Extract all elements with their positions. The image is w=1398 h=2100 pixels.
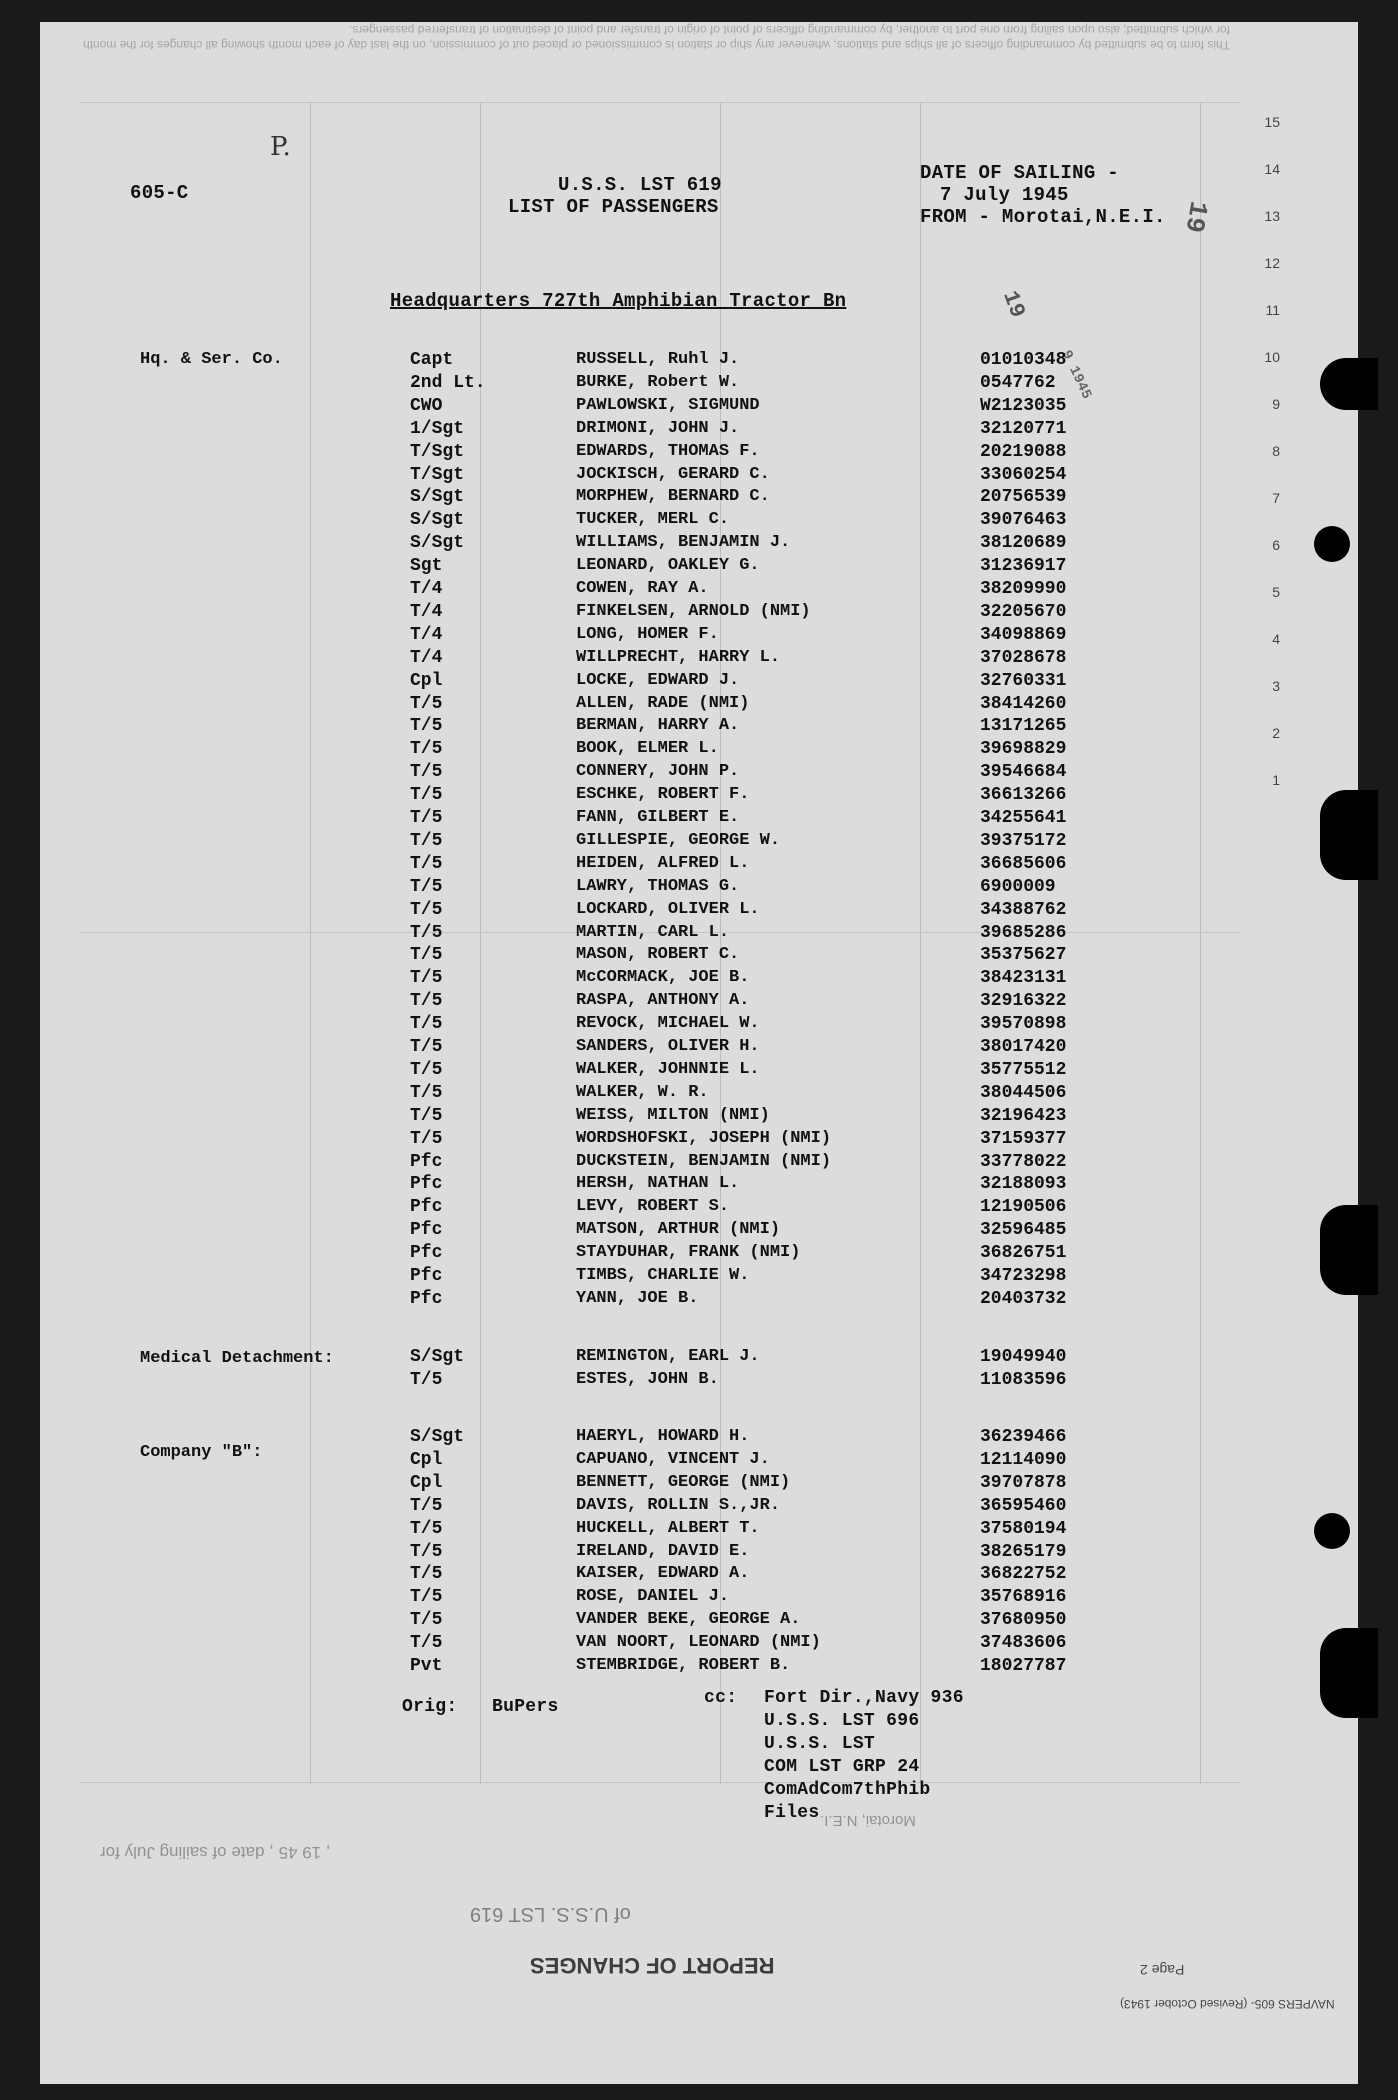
passenger-row — [40, 808, 1240, 831]
passenger-grade: T/5 — [410, 922, 443, 943]
passenger-serial: 38423131 — [980, 968, 1067, 989]
passenger-name: MARTIN, CARL L. — [576, 922, 730, 942]
passenger-row — [40, 1174, 1240, 1197]
passenger-name: DAVIS, ROLLIN S.,JR. — [576, 1495, 781, 1515]
passenger-name: MATSON, ARTHUR (NMI) — [576, 1220, 781, 1240]
passenger-grade: T/5 — [410, 968, 443, 989]
passenger-name: FINKELSEN, ARNOLD (NMI) — [576, 601, 811, 621]
passenger-name: WALKER, W. R. — [576, 1082, 709, 1102]
passenger-row — [40, 1473, 1240, 1496]
passenger-name: ROSE, DANIEL J. — [576, 1587, 730, 1607]
passenger-name: MORPHEW, BERNARD C. — [576, 487, 770, 507]
line-number: 3 — [1272, 678, 1280, 694]
passenger-serial: 39707878 — [980, 1472, 1067, 1493]
passenger-grade: T/5 — [410, 876, 443, 897]
passenger-row — [40, 1037, 1240, 1060]
passenger-grade: Pfc — [410, 1243, 443, 1264]
passenger-grade: T/5 — [410, 762, 443, 783]
passenger-grade: Sgt — [410, 556, 443, 577]
passenger-serial: 35375627 — [980, 945, 1067, 966]
passenger-row — [40, 579, 1240, 602]
passenger-serial: 33778022 — [980, 1151, 1067, 1172]
passenger-name: FANN, GILBERT E. — [576, 808, 740, 827]
passenger-row — [40, 373, 1240, 396]
passenger-serial: 18027787 — [980, 1656, 1067, 1676]
report-title: REPORT OF CHANGES — [530, 1953, 775, 1978]
passenger-row — [40, 510, 1240, 533]
passenger-serial: 12114090 — [980, 1449, 1067, 1470]
passenger-row — [40, 716, 1240, 739]
passenger-row — [40, 854, 1240, 877]
cc-entry: Files — [764, 1803, 820, 1823]
passenger-grade: T/5 — [410, 853, 443, 874]
sailing-from: FROM - Morotai,N.E.I. — [920, 206, 1166, 228]
passenger-row — [40, 1266, 1240, 1289]
passenger-serial: 36613266 — [980, 785, 1067, 806]
passenger-serial: 0547762 — [980, 372, 1056, 393]
passenger-serial: 20219088 — [980, 441, 1067, 462]
passenger-name: TIMBS, CHARLIE W. — [576, 1266, 750, 1285]
pencil-mark: P. — [270, 132, 292, 162]
passenger-grade: T/Sgt — [410, 441, 465, 462]
passenger-name: WILLPRECHT, HARRY L. — [576, 647, 781, 667]
passenger-grade: T/5 — [410, 1369, 443, 1390]
passenger-name: BENNETT, GEORGE (NMI) — [576, 1472, 791, 1492]
passenger-name: LOCKE, EDWARD J. — [576, 670, 740, 690]
form-id: NAVPERS 605- (Revised October 1943) — [1120, 1997, 1335, 2011]
page-number-label: Page 2 — [1140, 1962, 1185, 1978]
passenger-row — [40, 1014, 1240, 1037]
passenger-row — [40, 625, 1240, 648]
passenger-name: STAYDUHAR, FRANK (NMI) — [576, 1243, 801, 1263]
unit-label: Hq. & Ser. Co. — [140, 350, 283, 369]
passenger-serial: 37680950 — [980, 1610, 1067, 1631]
passenger-serial: 36595460 — [980, 1495, 1067, 1516]
document-page — [40, 22, 1358, 2084]
passenger-grade: Cpl — [410, 1472, 443, 1493]
sailing-label: DATE OF SAILING - — [920, 162, 1119, 184]
passenger-row — [40, 694, 1240, 717]
passenger-name: ESTES, JOHN B. — [576, 1369, 719, 1389]
passenger-name: TUCKER, MERL C. — [576, 510, 730, 530]
sailing-date: 7 July 1945 — [940, 184, 1069, 206]
passenger-grade: Cpl — [410, 1449, 443, 1470]
passenger-name: KAISER, EDWARD A. — [576, 1564, 750, 1584]
cc-entry: COM LST GRP 24 — [764, 1757, 920, 1777]
passenger-serial: 13171265 — [980, 716, 1067, 737]
passenger-grade: T/4 — [410, 647, 443, 668]
passenger-name: COWEN, RAY A. — [576, 579, 709, 598]
passenger-grade: 2nd Lt. — [410, 372, 486, 393]
passenger-row — [40, 1542, 1240, 1565]
passenger-serial: 37580194 — [980, 1518, 1067, 1539]
passenger-serial: 39570898 — [980, 1014, 1067, 1035]
passenger-row — [40, 923, 1240, 946]
passenger-name: HUCKELL, ALBERT T. — [576, 1518, 760, 1538]
passenger-serial: 32120771 — [980, 418, 1067, 439]
passenger-row — [40, 785, 1240, 808]
line-number: 2 — [1272, 725, 1280, 741]
line-number: 14 — [1264, 161, 1280, 177]
passenger-row — [40, 533, 1240, 556]
passenger-grade: T/5 — [410, 1518, 443, 1539]
passenger-serial: 35768916 — [980, 1587, 1067, 1608]
line-number: 11 — [1265, 302, 1280, 318]
passenger-serial: 36685606 — [980, 853, 1067, 874]
passenger-row — [40, 1519, 1240, 1542]
passenger-serial: 32916322 — [980, 991, 1067, 1012]
received-stamp-date: 9 1945 — [1057, 347, 1095, 403]
passenger-serial: 37159377 — [980, 1128, 1067, 1149]
passenger-grade: Pfc — [410, 1288, 443, 1309]
passenger-grade: Pfc — [410, 1197, 443, 1218]
passenger-grade: T/5 — [410, 899, 443, 920]
passenger-grade: T/4 — [410, 601, 443, 622]
passenger-row — [40, 1587, 1240, 1610]
passenger-row — [40, 350, 1240, 373]
orig-value: BuPers — [492, 1697, 559, 1717]
passenger-serial: 34388762 — [980, 899, 1067, 920]
passenger-name: LEVY, ROBERT S. — [576, 1197, 730, 1217]
binder-hole — [1320, 790, 1378, 880]
passenger-grade: T/Sgt — [410, 464, 465, 485]
passenger-name: LAWRY, THOMAS G. — [576, 876, 740, 896]
passenger-name: EDWARDS, THOMAS F. — [576, 441, 760, 461]
passenger-name: MASON, ROBERT C. — [576, 945, 740, 965]
passenger-serial: 38209990 — [980, 579, 1067, 599]
passenger-row — [40, 1564, 1240, 1587]
passenger-name: CAPUANO, VINCENT J. — [576, 1449, 770, 1469]
passenger-row — [40, 1610, 1240, 1633]
passenger-grade: T/5 — [410, 1037, 443, 1057]
passenger-grade: T/5 — [410, 1014, 443, 1035]
passenger-grade: T/5 — [410, 1587, 443, 1608]
passenger-serial: 38265179 — [980, 1541, 1067, 1562]
passenger-row — [40, 1633, 1240, 1656]
passenger-name: SANDERS, OLIVER H. — [576, 1037, 760, 1056]
passenger-serial: 39698829 — [980, 739, 1067, 760]
binder-hole — [1314, 1513, 1350, 1549]
passenger-row — [40, 1060, 1240, 1083]
passenger-name: WEISS, MILTON (NMI) — [576, 1105, 770, 1125]
passenger-serial: 36239466 — [980, 1427, 1067, 1447]
passenger-row — [40, 945, 1240, 968]
passenger-serial: 39375172 — [980, 830, 1067, 851]
passenger-serial: 34723298 — [980, 1266, 1067, 1286]
passenger-grade: Pfc — [410, 1266, 443, 1286]
passenger-name: IRELAND, DAVID E. — [576, 1541, 750, 1561]
binder-hole — [1320, 358, 1378, 410]
passenger-serial: 35775512 — [980, 1059, 1067, 1080]
passenger-name: YANN, JOE B. — [576, 1288, 699, 1308]
passenger-name: LOCKARD, OLIVER L. — [576, 899, 760, 919]
passenger-grade: T/5 — [410, 739, 443, 760]
form-number: 605-C — [130, 182, 189, 204]
line-number: 10 — [1264, 349, 1280, 365]
passenger-row — [40, 1129, 1240, 1152]
passenger-row — [40, 1197, 1240, 1220]
passenger-grade: T/5 — [410, 1610, 443, 1631]
passenger-grade: T/4 — [410, 579, 443, 599]
passenger-name: ALLEN, RADE (NMI) — [576, 693, 750, 713]
received-stamp: 19 — [997, 287, 1030, 322]
passenger-grade: S/Sgt — [410, 1347, 465, 1367]
passenger-grade: T/5 — [410, 1082, 443, 1103]
unit-heading: Headquarters 727th Amphibian Tractor Bn — [390, 290, 847, 312]
cc-label: cc: — [704, 1688, 738, 1708]
passenger-name: RUSSELL, Ruhl J. — [576, 350, 740, 369]
passenger-grade: CWO — [410, 395, 443, 416]
unit-label: Company "B": — [140, 1443, 263, 1462]
passenger-serial: 19049940 — [980, 1347, 1067, 1367]
passenger-row — [40, 602, 1240, 625]
cc-entry: Fort Dir.,Navy 936 — [764, 1688, 964, 1708]
passenger-serial: 34255641 — [980, 808, 1067, 828]
passenger-name: PAWLOWSKI, SIGMUND — [576, 395, 760, 415]
orig-label: Orig: — [402, 1697, 458, 1717]
passenger-serial: 11083596 — [980, 1369, 1067, 1390]
passenger-name: DRIMONI, JOHN J. — [576, 418, 740, 438]
passenger-serial: 32760331 — [980, 670, 1067, 691]
passenger-name: STEMBRIDGE, ROBERT B. — [576, 1656, 791, 1675]
passenger-serial: 33060254 — [980, 464, 1067, 485]
passenger-grade: T/4 — [410, 624, 443, 645]
passenger-name: BURKE, Robert W. — [576, 372, 740, 392]
passenger-row — [40, 1243, 1240, 1266]
passenger-serial: 32205670 — [980, 601, 1067, 622]
form-grid-line — [80, 1782, 1240, 1783]
passenger-grade: T/5 — [410, 1059, 443, 1080]
line-number: 9 — [1272, 396, 1280, 412]
passenger-serial: 39076463 — [980, 510, 1067, 531]
passenger-serial: 38120689 — [980, 533, 1067, 554]
passenger-name: JOCKISCH, GERARD C. — [576, 464, 770, 484]
passenger-grade: T/5 — [410, 716, 443, 737]
passenger-name: VAN NOORT, LEONARD (NMI) — [576, 1633, 821, 1653]
cc-entry: U.S.S. LST 696 — [764, 1711, 920, 1731]
passenger-grade: Pvt — [410, 1656, 443, 1676]
passenger-serial: 39546684 — [980, 762, 1067, 783]
passenger-grade: T/5 — [410, 1105, 443, 1126]
passenger-serial: 38044506 — [980, 1082, 1067, 1103]
line-number: 8 — [1272, 443, 1280, 459]
passenger-row — [40, 900, 1240, 923]
passenger-grade: Pfc — [410, 1151, 443, 1172]
passenger-grade: T/5 — [410, 785, 443, 806]
passenger-row — [40, 1496, 1240, 1519]
passenger-row — [40, 1152, 1240, 1175]
line-number: 1 — [1272, 772, 1280, 788]
passenger-serial: 32188093 — [980, 1174, 1067, 1195]
line-number: 15 — [1264, 114, 1280, 130]
passenger-name: DUCKSTEIN, BENJAMIN (NMI) — [576, 1151, 832, 1171]
passenger-serial: 32596485 — [980, 1220, 1067, 1241]
passenger-grade: S/Sgt — [410, 487, 465, 508]
passenger-name: ESCHKE, ROBERT F. — [576, 785, 750, 805]
passenger-grade: T/5 — [410, 1633, 443, 1654]
passenger-name: REMINGTON, EARL J. — [576, 1347, 760, 1366]
passenger-name: WORDSHOFSKI, JOSEPH (NMI) — [576, 1128, 832, 1148]
passenger-row — [40, 1220, 1240, 1243]
passenger-serial: 38017420 — [980, 1037, 1067, 1057]
cc-entry: ComAdCom7thPhib — [764, 1780, 931, 1800]
passenger-serial: 20756539 — [980, 487, 1067, 508]
passenger-serial: 37028678 — [980, 647, 1067, 668]
passenger-row — [40, 1106, 1240, 1129]
passenger-grade: S/Sgt — [410, 1427, 465, 1447]
passenger-row — [40, 1083, 1240, 1106]
passenger-grade: S/Sgt — [410, 510, 465, 531]
line-number: 12 — [1264, 255, 1280, 271]
passenger-serial: 36822752 — [980, 1564, 1067, 1585]
passenger-row — [40, 671, 1240, 694]
passenger-grade: T/5 — [410, 1128, 443, 1149]
passenger-row — [40, 1347, 1240, 1370]
line-number: 13 — [1264, 208, 1280, 224]
binder-hole — [1320, 1205, 1378, 1295]
passenger-name: GILLESPIE, GEORGE W. — [576, 830, 781, 850]
date-of-sailing-line: , 19 45 , date of sailing July for — [100, 1843, 331, 1862]
passenger-serial: 01010348 — [980, 350, 1067, 370]
passenger-row — [40, 465, 1240, 488]
passenger-grade: 1/Sgt — [410, 418, 465, 439]
binder-hole — [1320, 1628, 1378, 1718]
passenger-serial: 36826751 — [980, 1243, 1067, 1264]
uss-line: of U.S.S. LST 619 — [470, 1903, 631, 1925]
passenger-serial: 31236917 — [980, 556, 1067, 577]
passenger-row — [40, 556, 1240, 579]
passenger-row — [40, 762, 1240, 785]
line-number: 4 — [1272, 631, 1280, 647]
passenger-name: CONNERY, JOHN P. — [576, 762, 740, 782]
passenger-name: BERMAN, HARRY A. — [576, 716, 740, 736]
passenger-serial: 12190506 — [980, 1197, 1067, 1218]
ship-name: U.S.S. LST 619 — [558, 174, 722, 196]
passenger-grade: Pfc — [410, 1174, 443, 1195]
passenger-grade: T/5 — [410, 808, 443, 828]
passenger-row — [40, 487, 1240, 510]
passenger-grade: T/5 — [410, 1541, 443, 1562]
passenger-serial: 39685286 — [980, 922, 1067, 943]
passenger-serial: 34098869 — [980, 624, 1067, 645]
passenger-row — [40, 1656, 1240, 1679]
passenger-grade: T/5 — [410, 830, 443, 851]
passenger-serial: 38414260 — [980, 693, 1067, 714]
from-place: Morotai, N.E.I. — [820, 1812, 916, 1829]
passenger-row — [40, 1289, 1240, 1312]
margin-mark: 19 — [1178, 198, 1214, 236]
passenger-grade: T/5 — [410, 945, 443, 966]
binder-hole — [1314, 526, 1350, 562]
passenger-row — [40, 831, 1240, 854]
passenger-grade: Pfc — [410, 1220, 443, 1241]
passenger-serial: 37483606 — [980, 1633, 1067, 1654]
passenger-row — [40, 739, 1240, 762]
passenger-row — [40, 396, 1240, 419]
line-number: 5 — [1272, 584, 1280, 600]
passenger-name: RASPA, ANTHONY A. — [576, 991, 750, 1011]
passenger-grade: T/5 — [410, 1564, 443, 1585]
passenger-row — [40, 419, 1240, 442]
passenger-row — [40, 991, 1240, 1014]
passenger-row — [40, 1450, 1240, 1473]
line-number: 6 — [1272, 537, 1280, 553]
cc-entry: U.S.S. LST — [764, 1734, 876, 1754]
passenger-name: VANDER BEKE, GEORGE A. — [576, 1610, 801, 1630]
passenger-row — [40, 1427, 1240, 1450]
unit-label: Medical Detachment: — [140, 1349, 334, 1368]
passenger-name: HERSH, NATHAN L. — [576, 1174, 740, 1194]
list-title: LIST OF PASSENGERS — [508, 196, 719, 218]
passenger-serial: 20403732 — [980, 1288, 1067, 1309]
form-instructions: This form to be submitted by commanding officers of all ships and stations, whenever any ship or station is commissioned or placed out of commission, on the last day of each month showing all changes for the month for which submitted; also upon sailing from one port to another, by commanding officers of point of origin of transfer and point of destination of transferred passengers. — [82, 23, 1230, 52]
passenger-name: HAERYL, HOWARD H. — [576, 1427, 750, 1446]
passenger-row — [40, 648, 1240, 671]
passenger-name: WILLIAMS, BENJAMIN J. — [576, 533, 791, 553]
passenger-name: REVOCK, MICHAEL W. — [576, 1014, 760, 1034]
passenger-grade: T/5 — [410, 693, 443, 714]
passenger-row — [40, 968, 1240, 991]
passenger-row — [40, 877, 1240, 900]
passenger-name: LONG, HOMER F. — [576, 624, 719, 644]
passenger-grade: Cpl — [410, 670, 443, 691]
passenger-row — [40, 1370, 1240, 1393]
form-grid-line — [80, 102, 1240, 103]
passenger-grade: T/5 — [410, 991, 443, 1012]
passenger-name: LEONARD, OAKLEY G. — [576, 556, 760, 576]
passenger-name: WALKER, JOHNNIE L. — [576, 1059, 760, 1079]
passenger-serial: 6900009 — [980, 876, 1056, 897]
passenger-name: BOOK, ELMER L. — [576, 739, 719, 759]
passenger-serial: 32196423 — [980, 1105, 1067, 1126]
passenger-grade: T/5 — [410, 1495, 443, 1516]
passenger-row — [40, 442, 1240, 465]
passenger-grade: Capt — [410, 350, 454, 370]
passenger-serial: W2123035 — [980, 395, 1067, 416]
line-number: 7 — [1272, 490, 1280, 506]
passenger-name: McCORMACK, JOE B. — [576, 968, 750, 988]
passenger-grade: S/Sgt — [410, 533, 465, 554]
passenger-name: HEIDEN, ALFRED L. — [576, 853, 750, 873]
